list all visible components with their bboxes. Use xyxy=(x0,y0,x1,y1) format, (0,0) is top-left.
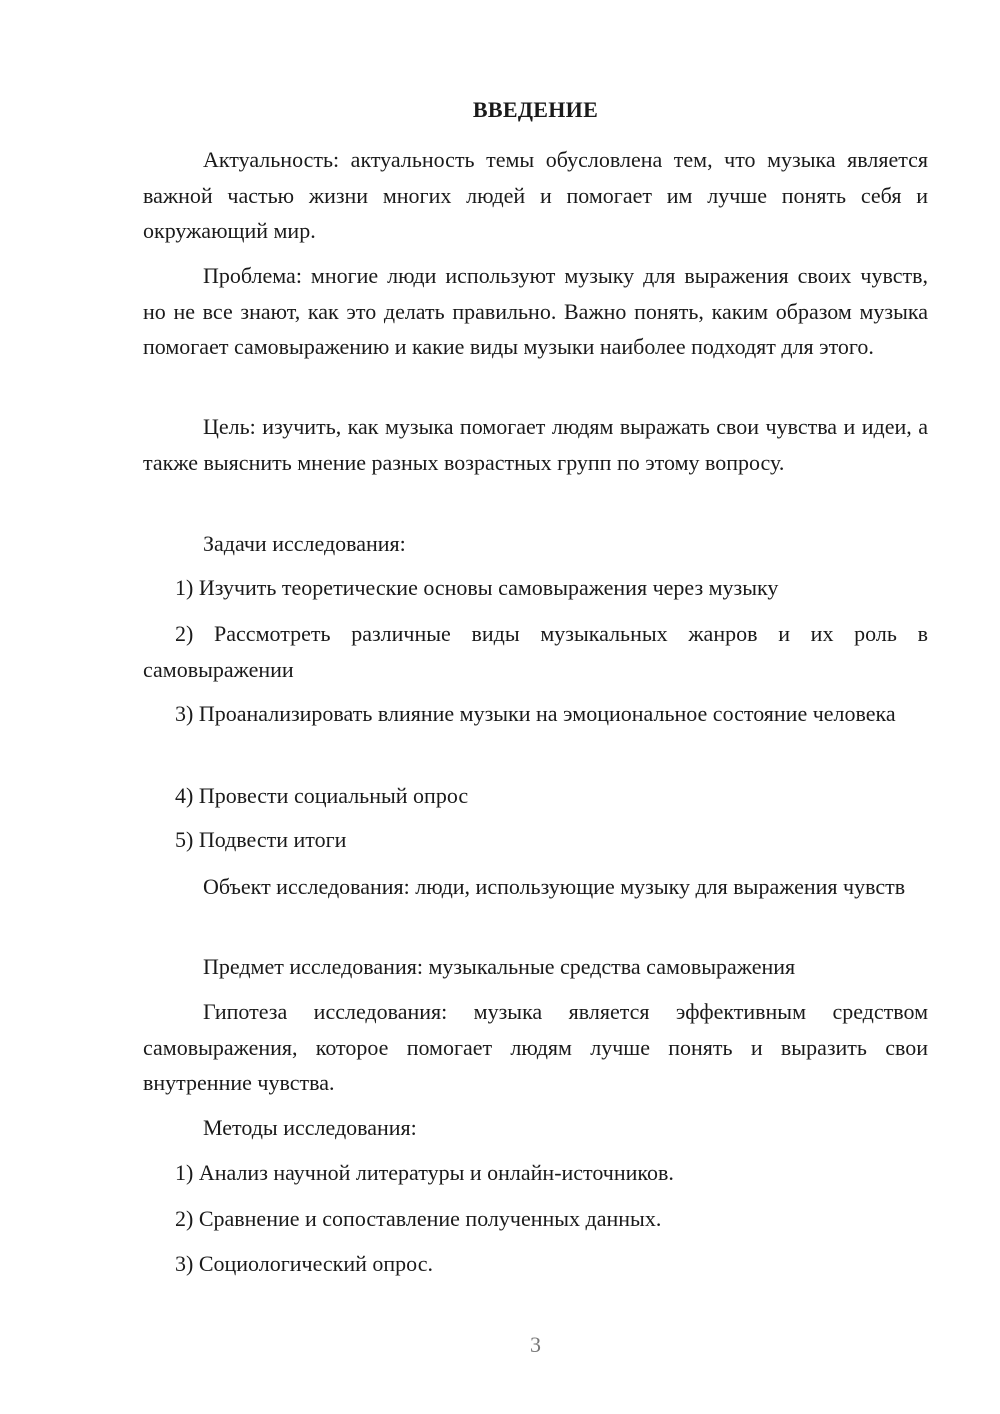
list-item-method-2: 2) Сравнение и сопоставление полученных данных. xyxy=(175,1206,662,1231)
list-item-task-1: 1) Изучить теоретические основы самовыражения через музыку xyxy=(175,575,779,600)
paragraph-hypothesis: Гипотеза исследования: музыка является эффективным средством самовыражения, которое помогает людям лучше понять и выразить свои внутренние чувства. xyxy=(143,999,928,1095)
list-item-task-4: 4) Провести социальный опрос xyxy=(175,783,469,808)
paragraph-methods-heading: Методы исследования: xyxy=(203,1115,417,1140)
list-item-task-5: 5) Подвести итоги xyxy=(175,827,347,852)
list-item-task-2: 2) Рассмотреть различные виды музыкальных жанров и их роль в самовыражении xyxy=(143,621,928,682)
paragraph-goal: Цель: изучить, как музыка помогает людям выражать свои чувства и идеи, а также выяснить мнение разных возрастных групп по этому вопросу. xyxy=(143,414,928,475)
page-number: 3 xyxy=(530,1332,541,1357)
list-item-method-1: 1) Анализ научной литературы и онлайн-источников. xyxy=(175,1160,674,1185)
paragraph-problem: Проблема: многие люди используют музыку для выражения своих чувств, но не все знают, как это делать правильно. Важно понять, каким образом музыка помогает самовыражению и какие виды музыки наиболее подходят для этого. xyxy=(143,263,928,359)
list-item-method-3: 3) Социологический опрос. xyxy=(175,1251,433,1276)
paragraph-object: Объект исследования: люди, использующие музыку для выражения чувств xyxy=(203,874,906,899)
document-page xyxy=(143,0,928,1414)
page-title: ВВЕДЕНИЕ xyxy=(472,97,599,122)
paragraph-tasks-heading: Задачи исследования: xyxy=(203,531,406,556)
paragraph-relevance: Актуальность: актуальность темы обусловлена тем, что музыка является важной частью жизни многих людей и помогает им лучше понять себя и окружающий мир. xyxy=(143,147,928,243)
paragraph-subject: Предмет исследования: музыкальные средства самовыражения xyxy=(203,954,796,979)
list-item-task-3: 3) Проанализировать влияние музыки на эмоциональное состояние человека xyxy=(175,701,896,726)
